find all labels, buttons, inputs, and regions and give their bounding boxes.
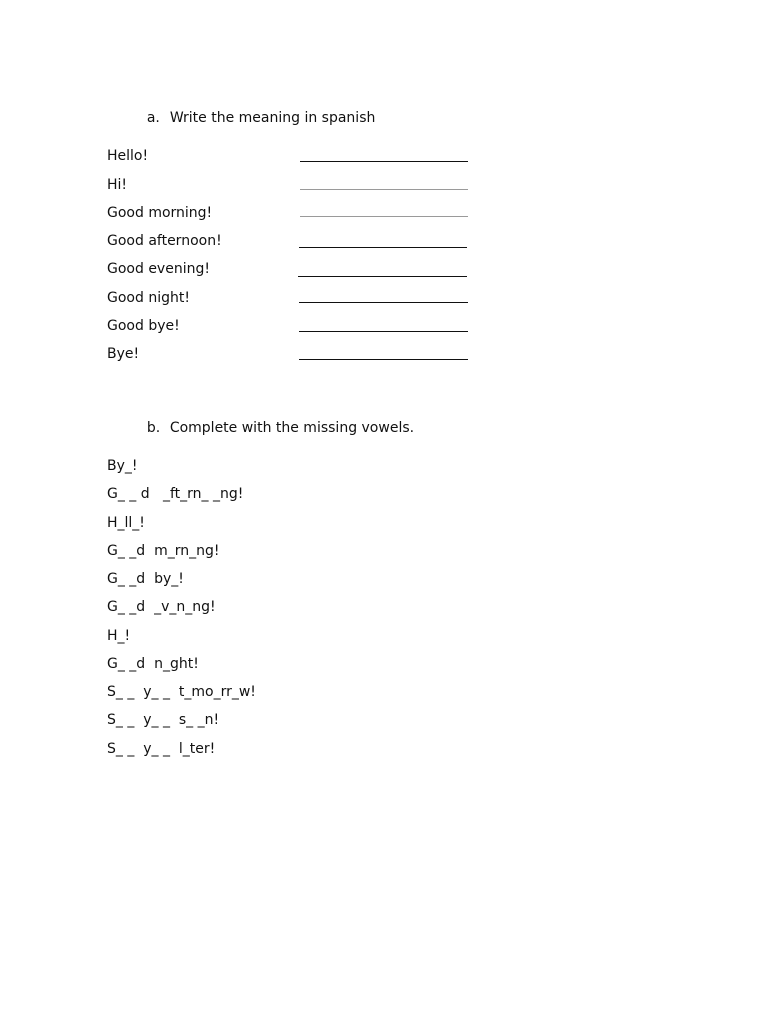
vowel-item[interactable]: G_ _d m_rn_ng! (107, 543, 220, 559)
answer-line-good-night[interactable] (299, 302, 468, 303)
answer-line-bye[interactable] (299, 359, 468, 360)
vowel-item[interactable]: G_ _d n_ght! (107, 656, 199, 672)
vowel-item[interactable]: S_ _ y_ _ l_ter! (107, 741, 216, 757)
phrase-hi: Hi! (107, 177, 128, 193)
phrase-good-night: Good night! (107, 290, 190, 306)
phrase-good-evening: Good evening! (107, 261, 210, 277)
vowel-item[interactable]: H_ll_! (107, 515, 145, 531)
vowel-item[interactable]: H_! (107, 628, 131, 644)
vowel-item[interactable]: By_! (107, 458, 138, 474)
answer-line-good-afternoon[interactable] (299, 247, 467, 248)
phrase-good-morning: Good morning! (107, 205, 213, 221)
section-a-marker: a. (146, 110, 160, 126)
section-b-marker: b. (146, 420, 161, 436)
vowel-item[interactable]: G_ _d by_! (107, 571, 184, 587)
phrase-good-afternoon: Good afternoon! (107, 233, 222, 249)
answer-line-hello[interactable] (300, 161, 468, 162)
section-a-heading (129, 91, 375, 145)
vowel-item[interactable]: G_ _ d _ft_rn_ _ng! (107, 486, 244, 502)
vowel-item[interactable]: S_ _ y_ _ s_ _n! (107, 712, 220, 728)
phrase-good-bye: Good bye! (107, 318, 180, 334)
phrase-hello: Hello! (107, 148, 149, 164)
answer-line-good-evening[interactable] (298, 276, 467, 277)
phrase-bye: Bye! (107, 346, 140, 362)
answer-line-good-morning[interactable] (300, 216, 468, 217)
vowel-item[interactable]: G_ _d _v_n_ng! (107, 599, 216, 615)
section-b-heading (129, 401, 414, 455)
answer-line-good-bye[interactable] (299, 331, 468, 332)
section-b-instruction: Complete with the missing vowels. (169, 420, 415, 436)
section-a-instruction: Write the meaning in spanish (169, 110, 376, 126)
answer-line-hi[interactable] (300, 189, 468, 190)
vowel-item[interactable]: S_ _ y_ _ t_mo_rr_w! (107, 684, 256, 700)
